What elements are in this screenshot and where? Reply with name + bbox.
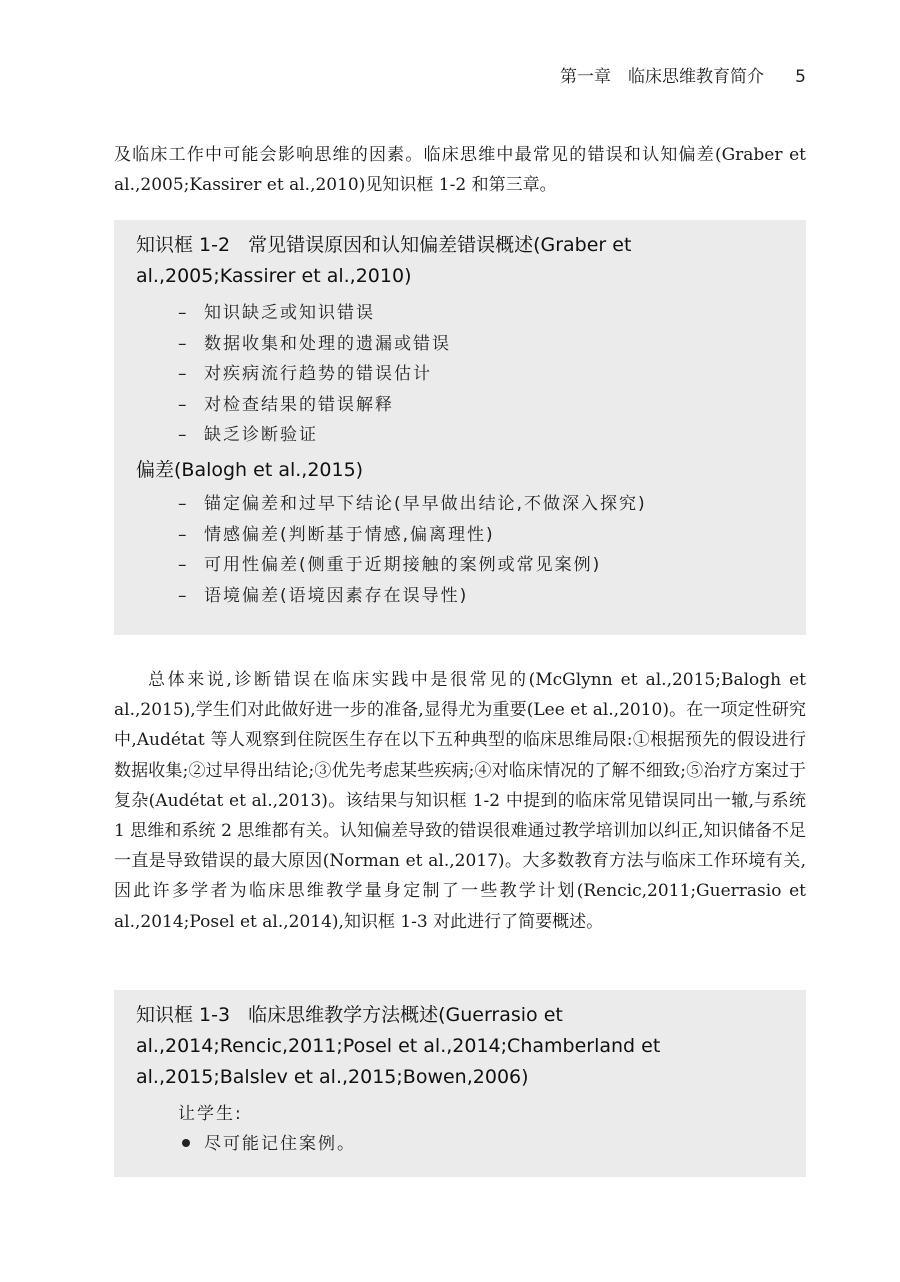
paragraph-text: 总体来说,诊断错误在临床实践中是很常见的(McGlynn et al.,2015;Balogh et al.,2015),学生们对此做好进一步的准备,显得尤为重要(Lee et al.,2010)。在一项定性研究中,Audétat 等人观察到住院医生存在以下五种典型的临床思维局限:①根据预先的假设进行数据收集;②过早得出结论;③优先考虑某些疾病;④对临床情况的了解不细致;⑤治疗方案过于复杂(Audétat et al.,2013)。该结果与知识框 1-2 中提到的临床常见错误同出一辙,与系统 1 思维和系统 2 思维都有关。认知偏差导致的错误很难通过教学培训加以纠正,知识储备不足一直是导致错误的最大原因(Norman et al.,2017)。大多数教育方法与临床工作环境有关,因此许多学者为临床思维教学量身定制了一些教学计划(Rencic,2011;Guerrasio et al.,2014;Posel et al.,2014),知识框 1-3 对此进行了简要概述。: [114, 670, 806, 932]
list-item: – 对检查结果的错误解释: [178, 390, 784, 421]
page-number: 5: [795, 67, 806, 87]
box-title: [136, 230, 784, 292]
list-item: – 对疾病流行趋势的错误估计: [178, 359, 784, 390]
bias-subheading: 偏差(Balogh et al.,2015): [136, 458, 364, 481]
list-item: – 可用性偏差(侧重于近期接触的案例或常见案例): [178, 550, 784, 581]
box-title-text: 常见错误原因和认知偏差错误概述(Graber et al.,2005;Kassirer et al.,2010): [136, 234, 632, 287]
bias-list: [136, 489, 784, 611]
box-code: 知识框 1-2: [136, 234, 231, 256]
knowledge-box-1-2: [114, 220, 806, 635]
list-item: – 语境偏差(语境因素存在误导性): [178, 581, 784, 612]
paragraph-text: 及临床工作中可能会影响思维的因素。临床思维中最常见的错误和认知偏差(Graber et al.,2005;Kassirer et al.,2010)见知识框 1-2 和第三章。: [114, 145, 806, 196]
body-paragraph-1: [114, 140, 806, 200]
knowledge-box-1-3: [114, 990, 806, 1177]
box-title-text: 临床思维教学方法概述(Guerrasio et al.,2014;Rencic,2011;Posel et al.,2014;Chamberland et al.,2015;Balslev et al.,2015;Bowen,2006): [136, 1004, 661, 1088]
list-item: – 数据收集和处理的遗漏或错误: [178, 329, 784, 360]
box-title: [136, 1000, 784, 1093]
list-item: – 情感偏差(判断基于情感,偏离理性): [178, 520, 784, 551]
bullet-item: [136, 1129, 784, 1159]
list-item: – 知识缺乏或知识错误: [178, 298, 784, 329]
bullet-text: 尽可能记住案例。: [204, 1134, 356, 1154]
box-lead-text: 让学生:: [178, 1104, 243, 1124]
list-item: – 缺乏诊断验证: [178, 420, 784, 451]
error-cause-list: [136, 298, 784, 451]
bullet-dot-icon: [182, 1139, 190, 1147]
running-header: [0, 62, 806, 87]
list-item: – 锚定偏差和过早下结论(早早做出结论,不做深入探究): [178, 489, 784, 520]
body-paragraph-2: [114, 665, 806, 937]
chapter-title: 第一章 临床思维教育简介: [560, 67, 764, 87]
box-code: 知识框 1-3: [136, 1004, 231, 1026]
